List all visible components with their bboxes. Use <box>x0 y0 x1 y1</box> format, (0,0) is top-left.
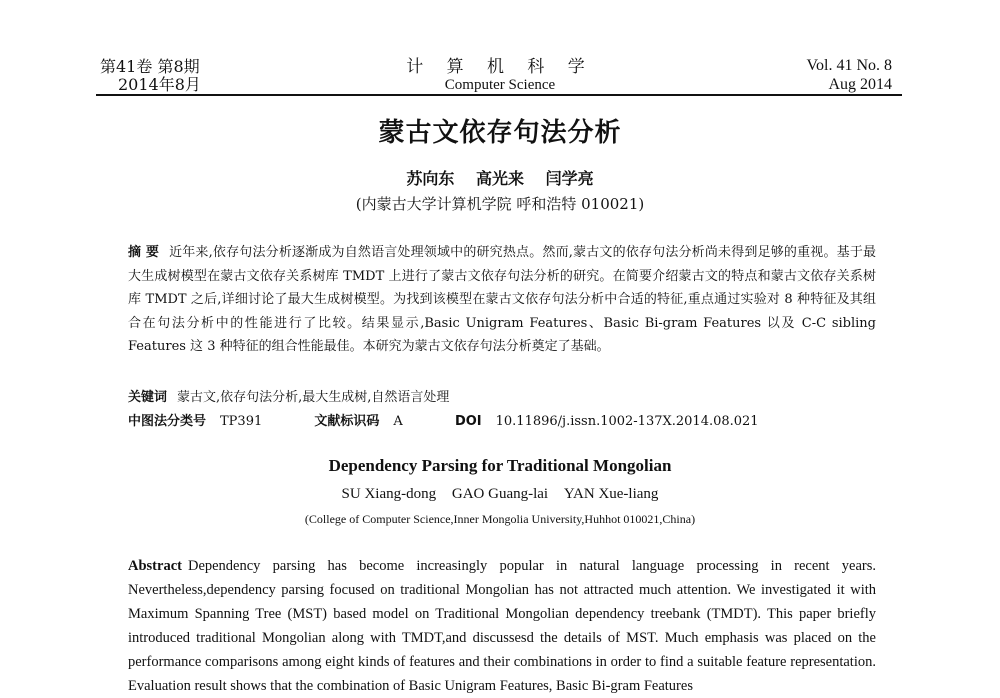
classification-line <box>128 410 888 429</box>
affiliation-en: (College of Computer Science,Inner Mongolia University,Huhhot 010021,China) <box>304 512 696 526</box>
issue-date-cn: 2014年8月 <box>118 75 201 94</box>
keywords-cn <box>128 386 449 405</box>
abstract-label-en: Abstract <box>128 558 182 574</box>
author-en: YAN Xue-liang <box>563 486 659 502</box>
keywords-label: 关键词 <box>128 390 168 405</box>
doc-code-value: A <box>393 414 403 429</box>
author-en: SU Xiang-dong <box>341 486 437 502</box>
journal-issue-info-en <box>807 56 893 94</box>
issue-date-en: Aug 2014 <box>828 76 892 93</box>
abstract-text-en: Dependency parsing has become increasingly popular in natural language processing in recent years. Nevertheless,dependency parsing focused on traditional Mongolian has not attracted much attention. We investigated it with Maximum Spanning Tree (MST) based model on Traditional Mongolian dependency treebank (TMDT). This paper briefly introduced traditional Mongolian along with TMDT,and discussesd the details of MST. Much emphasis was placed on the performance comparisons among eight kinds of features and their combinations in order to find a suitable feature representation. Evaluation result shows that the combination of Basic Unigram Features, Basic Bi-gram Features <box>128 558 876 694</box>
vol-no-en: Vol. 41 No. 8 <box>806 57 892 74</box>
author-cn: 高光来 <box>475 169 524 188</box>
volume-issue: 第41卷 第8期 <box>100 57 200 76</box>
journal-name-cn: 计 算 机 科 学 <box>406 57 594 77</box>
author-en: GAO Guang-lai <box>451 486 549 502</box>
abstract-text-cn: 近年来,依存句法分析逐渐成为自然语言处理领域中的研究热点。然而,蒙古文的依存句法分析尚未得到足够的重视。基于最大生成树模型在蒙古文依存关系树库 TMDT 上进行了蒙古文依存句法分析的研究。在简要介绍蒙古文的特点和蒙古文依存关系树库 TMDT 之后,详细讨论了最大生成树模型。为找到该模型在蒙古文依存句法分析中合适的特征,重点通过实验对 8 种特征及其组合在句法分析中的性能进行了比较。结果显示,Basic Unigram Features、Basic Bi-gram Features 以及 C-C sibling Features 这 3 种特征的组合性能最佳。本研究为蒙古文依存句法分析奠定了基础。 <box>128 245 877 354</box>
paper-title-en: Dependency Parsing for Traditional Mongolian <box>328 456 672 475</box>
abstract-en <box>128 554 876 698</box>
keywords-text: 蒙古文,依存句法分析,最大生成树,自然语言处理 <box>177 390 450 405</box>
authors-en <box>0 486 1000 503</box>
abstract-cn <box>128 241 876 359</box>
paper-title-cn: 蒙古文依存句法分析 <box>378 118 622 148</box>
doi-value: 10.11896/j.issn.1002-137X.2014.08.021 <box>495 414 759 429</box>
author-cn: 闫学亮 <box>545 169 594 188</box>
header-rule <box>96 94 902 96</box>
author-cn: 苏向东 <box>406 169 455 188</box>
journal-name-en: Computer Science <box>444 77 556 93</box>
clc-label: 中图法分类号 <box>128 414 207 429</box>
abstract-label-cn: 摘 要 <box>128 245 160 260</box>
authors-cn <box>0 166 1000 189</box>
doc-code-label: 文献标识码 <box>314 414 380 429</box>
clc-value: TP391 <box>220 414 263 429</box>
doi-label: DOI <box>454 414 482 429</box>
affiliation-cn: (内蒙古大学计算机学院 呼和浩特 010021) <box>355 195 645 213</box>
